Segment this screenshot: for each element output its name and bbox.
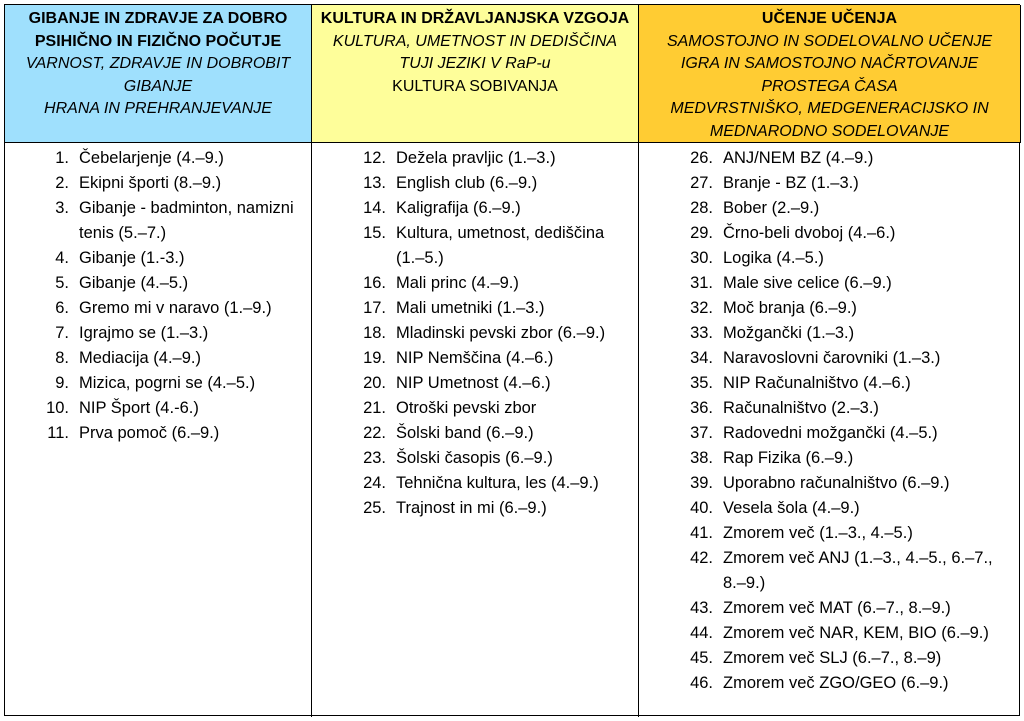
list-item: [312, 421, 638, 446]
item-number: 21.: [363, 399, 386, 417]
list-item: [5, 321, 311, 346]
body-cell-culture: [312, 143, 639, 717]
header-title-line: PSIHIČNO IN FIZIČNO POČUTJE: [34, 32, 282, 50]
header-title-line: UČENJE UČENJA: [761, 10, 898, 27]
list-item: [639, 296, 1021, 321]
header-subtitle-line: MEDVRSTNIŠKO, MEDGENERACIJSKO IN: [670, 100, 989, 117]
list-item: [5, 171, 311, 196]
item-label: Tehnična kultura, les (4.–9.): [396, 474, 599, 492]
list-item: [639, 271, 1021, 296]
list-item: [639, 396, 1021, 421]
item-number: 20.: [363, 374, 386, 392]
list-item: [5, 371, 311, 396]
item-label: Mali umetniki (1.–3.): [396, 299, 545, 317]
item-label: NIP Šport (4.-6.): [79, 399, 199, 417]
list-item: [5, 196, 311, 246]
item-number: 3.: [55, 199, 69, 217]
item-label: Mizica, pogrni se (4.–5.): [79, 374, 256, 392]
item-number: 31.: [690, 274, 713, 292]
header-subtitle-line: TUJI JEZIKI V RaP-u: [399, 55, 551, 72]
list-item: [312, 346, 638, 371]
item-label: NIP Umetnost (4.–6.): [396, 374, 551, 392]
item-number: 34.: [690, 349, 713, 367]
item-label: Mladinski pevski zbor (6.–9.): [396, 324, 606, 342]
item-number: 17.: [363, 299, 386, 317]
item-label: Kaligrafija (6.–9.): [396, 199, 521, 217]
list-item: [639, 446, 1021, 471]
item-number: 38.: [690, 449, 713, 467]
list-item: [5, 146, 311, 171]
activity-list-health: [5, 146, 311, 446]
header-cell-health: [5, 5, 312, 143]
item-number: 5.: [55, 274, 69, 292]
item-label: Šolski band (6.–9.): [396, 424, 534, 442]
header-subtitle-line: HRANA IN PREHRANJEVANJE: [44, 100, 272, 117]
item-number: 42.: [690, 549, 713, 567]
header-subtitle-line: VARNOST, ZDRAVJE IN DOBROBIT: [25, 55, 291, 72]
list-item: [312, 271, 638, 296]
header-title-line: KULTURA IN DRŽAVLJANJSKA VZGOJA: [320, 10, 630, 27]
item-number: 15.: [363, 224, 386, 242]
list-item: [639, 546, 1021, 596]
item-label: Igrajmo se (1.–3.): [79, 324, 209, 342]
header-title-line: GIBANJE IN ZDRAVJE ZA DOBRO: [28, 10, 288, 27]
list-item: [639, 521, 1021, 546]
item-number: 18.: [363, 324, 386, 342]
item-label: Čebelarjenje (4.–9.): [79, 149, 224, 167]
list-item: [639, 371, 1021, 396]
item-number: 9.: [55, 374, 69, 392]
header-cell-learning: [639, 5, 1021, 143]
list-item: [312, 146, 638, 171]
item-number: 6.: [55, 299, 69, 317]
list-item: [639, 246, 1021, 271]
list-item: [312, 221, 638, 271]
item-number: 28.: [690, 199, 713, 217]
item-number: 41.: [690, 524, 713, 542]
item-label: Prva pomoč (6.–9.): [79, 424, 220, 442]
list-item: [639, 496, 1021, 521]
item-number: 23.: [363, 449, 386, 467]
item-number: 37.: [690, 424, 713, 442]
item-number: 22.: [363, 424, 386, 442]
item-number: 39.: [690, 474, 713, 492]
item-number: 19.: [363, 349, 386, 367]
item-number: 14.: [363, 199, 386, 217]
item-label: Naravoslovni čarovniki (1.–3.): [723, 349, 941, 367]
item-label: NIP Nemščina (4.–6.): [396, 349, 554, 367]
list-item: [639, 596, 1021, 621]
item-label: Gremo mi v naravo (1.–9.): [79, 299, 272, 317]
item-label: Gibanje - badminton, namizni tenis (5.–7.): [79, 199, 294, 242]
item-label: Vesela šola (4.–9.): [723, 499, 860, 517]
activity-list-learning: [639, 146, 1021, 696]
item-number: 11.: [47, 424, 69, 442]
list-item: [639, 196, 1021, 221]
item-label: Otroški pevski zbor: [396, 399, 537, 417]
item-label: Moč branja (6.–9.): [723, 299, 857, 317]
list-item: [639, 671, 1021, 696]
list-item: [639, 421, 1021, 446]
header-subtitle-line: KULTURA SOBIVANJA: [392, 77, 558, 95]
item-number: 24.: [363, 474, 386, 492]
item-label: Kultura, umetnost, dediščina (1.–5.): [396, 224, 605, 267]
item-label: Trajnost in mi (6.–9.): [396, 499, 547, 517]
list-item: [312, 296, 638, 321]
item-number: 2.: [55, 174, 69, 192]
header-subtitle-line: MEDNARODNO SODELOVANJE: [709, 122, 950, 140]
list-item: [639, 621, 1021, 646]
header-cell-culture: [312, 5, 639, 143]
item-number: 30.: [690, 249, 713, 267]
list-item: [5, 346, 311, 371]
item-number: 27.: [690, 174, 713, 192]
list-item: [312, 471, 638, 496]
item-label: Uporabno računalništvo (6.–9.): [723, 474, 950, 492]
header-subtitle-line: IGRA IN SAMOSTOJNO NAČRTOVANJE: [680, 55, 979, 72]
header-subtitle-line: PROSTEGA ČASA: [761, 77, 898, 95]
item-label: Bober (2.–9.): [723, 199, 820, 217]
item-label: Črno-beli dvoboj (4.–6.): [723, 224, 896, 242]
list-item: [5, 271, 311, 296]
activity-list-culture: [312, 146, 638, 521]
item-label: Zmorem več MAT (6.–7., 8.–9.): [723, 599, 951, 617]
item-label: English club (6.–9.): [396, 174, 538, 192]
header-subtitle-line: KULTURA, UMETNOST IN DEDIŠČINA: [332, 32, 618, 50]
item-number: 43.: [690, 599, 713, 617]
item-label: Zmorem več ANJ (1.–3., 4.–5., 6.–7., 8.–9.): [723, 549, 993, 592]
item-number: 12.: [363, 149, 386, 167]
list-item: [312, 321, 638, 346]
item-number: 25.: [363, 499, 386, 517]
list-item: [639, 471, 1021, 496]
item-number: 8.: [55, 349, 69, 367]
header-subtitle-line: SAMOSTOJNO IN SODELOVALNO UČENJE: [666, 32, 993, 50]
item-number: 46.: [690, 674, 713, 692]
body-cell-health: [5, 143, 312, 717]
item-number: 44.: [690, 624, 713, 642]
list-item: [5, 246, 311, 271]
list-item: [312, 496, 638, 521]
list-item: [312, 396, 638, 421]
list-item: [312, 171, 638, 196]
item-number: 1.: [55, 149, 69, 167]
item-number: 4.: [55, 249, 69, 267]
item-number: 32.: [690, 299, 713, 317]
item-label: Mali princ (4.–9.): [396, 274, 519, 292]
item-label: Zmorem več (1.–3., 4.–5.): [723, 524, 913, 542]
item-label: Ekipni športi (8.–9.): [79, 174, 222, 192]
item-number: 26.: [690, 149, 713, 167]
activities-table: [4, 4, 1020, 716]
list-item: [639, 221, 1021, 246]
item-label: Gibanje (4.–5.): [79, 274, 189, 292]
item-number: 40.: [690, 499, 713, 517]
item-number: 33.: [690, 324, 713, 342]
list-item: [5, 396, 311, 421]
item-label: Gibanje (1.-3.): [79, 249, 185, 267]
list-item: [639, 346, 1021, 371]
item-number: 7.: [55, 324, 69, 342]
item-label: Logika (4.–5.): [723, 249, 824, 267]
list-item: [639, 321, 1021, 346]
item-label: Male sive celice (6.–9.): [723, 274, 892, 292]
item-label: Računalništvo (2.–3.): [723, 399, 879, 417]
item-label: Dežela pravljic (1.–3.): [396, 149, 556, 167]
item-number: 45.: [690, 649, 713, 667]
item-number: 36.: [690, 399, 713, 417]
list-item: [639, 646, 1021, 671]
item-number: 29.: [690, 224, 713, 242]
item-label: NIP Računalništvo (4.–6.): [723, 374, 911, 392]
list-item: [312, 371, 638, 396]
item-label: Zmorem več SLJ (6.–7., 8.–9): [723, 649, 942, 667]
body-cell-learning: [639, 143, 1021, 717]
item-label: Zmorem več NAR, KEM, BIO (6.–9.): [723, 624, 989, 642]
item-label: ANJ/NEM BZ (4.–9.): [723, 149, 874, 167]
list-item: [5, 296, 311, 321]
item-number: 10.: [46, 399, 69, 417]
header-subtitle-line: GIBANJE: [123, 77, 193, 95]
item-number: 13.: [363, 174, 386, 192]
item-number: 35.: [690, 374, 713, 392]
list-item: [639, 146, 1021, 171]
item-label: Rap Fizika (6.–9.): [723, 449, 854, 467]
item-label: Mediacija (4.–9.): [79, 349, 201, 367]
list-item: [312, 446, 638, 471]
item-label: Branje - BZ (1.–3.): [723, 174, 859, 192]
list-item: [312, 196, 638, 221]
item-label: Radovedni možgančki (4.–5.): [723, 424, 938, 442]
item-label: Šolski časopis (6.–9.): [396, 449, 553, 467]
list-item: [639, 171, 1021, 196]
list-item: [5, 421, 311, 446]
item-label: Možgančki (1.–3.): [723, 324, 855, 342]
item-number: 16.: [363, 274, 386, 292]
item-label: Zmorem več ZGO/GEO (6.–9.): [723, 674, 949, 692]
